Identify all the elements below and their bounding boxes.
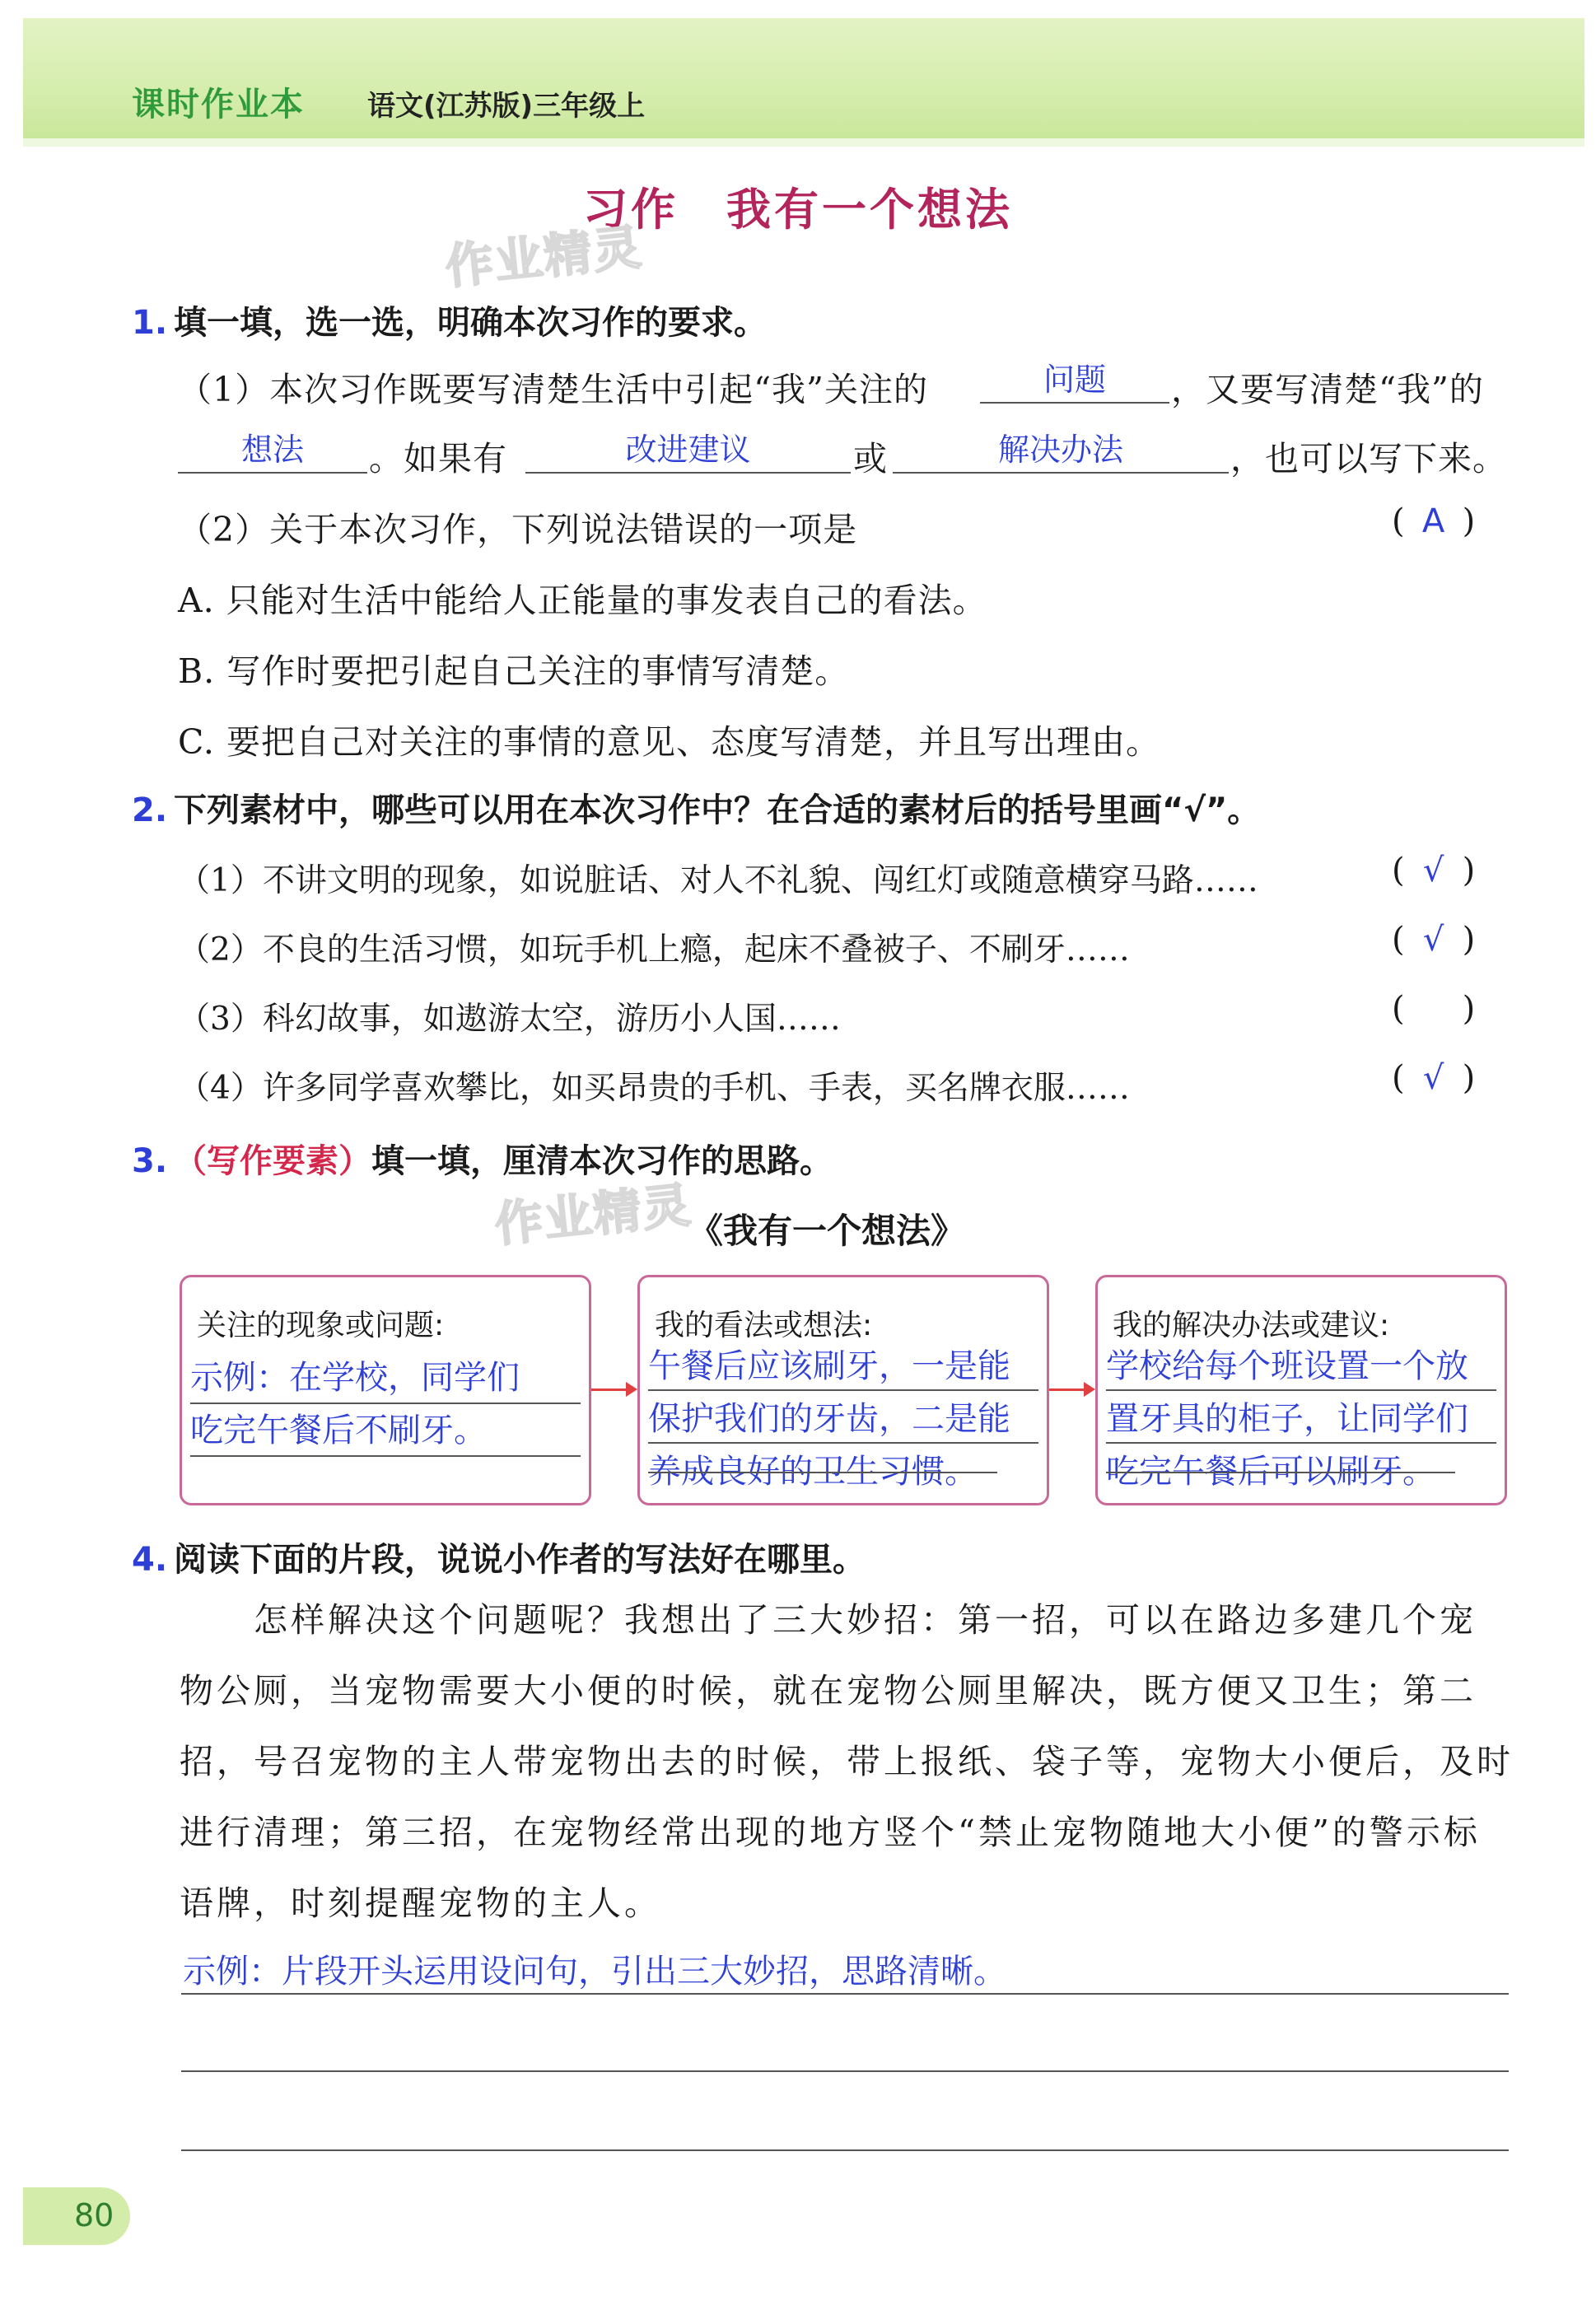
flow-box-solution bbox=[1095, 1275, 1507, 1505]
q4-passage-line: 物公厕，当宠物需要大小便的时候，就在宠物公厕里解决，既方便又卫生；第二 bbox=[180, 1671, 1477, 1711]
flow-box-problem-line-1: 示例：在学校，同学们 bbox=[190, 1359, 520, 1397]
q1-number: 1. bbox=[132, 304, 168, 342]
q1-option-c: C. 要把自己对关注的事情的意见、态度写清楚，并且写出理由。 bbox=[178, 722, 1160, 762]
flow-box-solution-line-2: 置牙具的柜子，让同学们 bbox=[1106, 1400, 1468, 1438]
answer-line bbox=[648, 1472, 997, 1473]
q2-title bbox=[132, 784, 1260, 831]
answer-line bbox=[190, 1455, 581, 1457]
q4-answer[interactable]: 示例：片段开头运用设问句，引出三大妙招，思路清晰。 bbox=[183, 1953, 1006, 1991]
flow-box-opinion-line-1: 午餐后应该刷牙，一是能 bbox=[648, 1347, 1010, 1385]
q1-p2-paren: ( A ) bbox=[1392, 502, 1476, 540]
flow-box-opinion-line-2: 保护我们的牙齿，二是能 bbox=[648, 1400, 1010, 1438]
flow-arrow-2 bbox=[1049, 1389, 1092, 1391]
q2-item-1-mark[interactable]: √ bbox=[1422, 852, 1444, 889]
q1-blank-1[interactable]: 问题 bbox=[980, 354, 1169, 404]
header-shadow bbox=[23, 138, 1584, 147]
q2-title-text: 下列素材中，哪些可以用在本次习作中？在合适的素材后的括号里画“√”。 bbox=[174, 791, 1261, 829]
q2-item-4: （4）许多同学喜欢攀比，如买昂贵的手机、手表，买名牌衣服…… bbox=[178, 1070, 1130, 1107]
q2-item-3-paren: ( ) bbox=[1392, 990, 1476, 1028]
flow-box-solution-line-3: 吃完午餐后可以刷牙。 bbox=[1106, 1453, 1435, 1491]
page-number-tab bbox=[23, 2187, 130, 2245]
q2-item-1: （1）不讲文明的现象，如说脏话、对人不礼貌、闯红灯或随意横穿马路…… bbox=[178, 862, 1258, 899]
page-title: 习作 我有一个想法 bbox=[583, 184, 1013, 236]
answer-line bbox=[648, 1389, 1038, 1391]
q1-p1-text-a: （1）本次习作既要写清楚生活中引起“我”关注的 bbox=[178, 370, 929, 409]
q2-item-2-paren: ( √ ) bbox=[1392, 921, 1476, 959]
q1-p2-text: （2）关于本次习作，下列说法错误的一项是 bbox=[178, 510, 858, 549]
q4-title bbox=[132, 1533, 866, 1580]
answer-line bbox=[1106, 1389, 1496, 1391]
q2-number: 2. bbox=[132, 791, 168, 829]
flow-box-opinion-line-3: 养成良好的卫生习惯。 bbox=[648, 1453, 978, 1491]
q1-p1-text-b: ，又要写清楚“我”的 bbox=[1171, 370, 1484, 409]
q4-title-text: 阅读下面的片段，说说小作者的写法好在哪里。 bbox=[174, 1541, 866, 1579]
brand-title: 课时作业本 bbox=[132, 86, 305, 124]
flow-box-opinion-text bbox=[648, 1340, 1010, 1498]
watermark: 作业精灵 bbox=[442, 218, 646, 296]
q2-item-2: （2）不良的生活习惯，如玩手机上瘾，起床不叠被子、不刷牙…… bbox=[178, 931, 1130, 968]
q1-p2-answer[interactable]: A bbox=[1421, 502, 1445, 540]
flow-box-solution-line-1: 学校给每个班设置一个放 bbox=[1106, 1347, 1468, 1385]
q1-blank-2[interactable]: 想法 bbox=[178, 424, 367, 474]
q3-title bbox=[132, 1135, 833, 1182]
flow-box-problem bbox=[180, 1275, 591, 1505]
flow-box-opinion bbox=[637, 1275, 1049, 1505]
answer-line bbox=[181, 1993, 1509, 1995]
flow-box-opinion-label: 我的看法或想法: bbox=[655, 1309, 873, 1342]
q1-p1-text-e: ，也可以写下来。 bbox=[1230, 439, 1507, 478]
q1-p1-text-c: 。如果有 bbox=[369, 439, 507, 478]
q4-passage-line: 进行清理；第三招，在宠物经常出现的地方竖个“禁止宠物随地大小便”的警示标 bbox=[180, 1813, 1481, 1852]
q4-passage-line: 语牌，时刻提醒宠物的主人。 bbox=[180, 1883, 661, 1923]
q3-essay-title: 《我有一个想法》 bbox=[688, 1211, 966, 1251]
subject-label: 语文(江苏版)三年级上 bbox=[367, 90, 646, 123]
answer-line bbox=[1106, 1472, 1455, 1473]
watermark-2: 作业精灵 bbox=[492, 1176, 695, 1253]
q2-item-4-mark[interactable]: √ bbox=[1422, 1059, 1444, 1097]
flow-box-problem-line-2: 吃完午餐后不刷牙。 bbox=[190, 1412, 487, 1449]
q1-option-a: A. 只能对生活中能给人正能量的事发表自己的看法。 bbox=[178, 581, 987, 620]
q2-item-3: （3）科幻故事，如遨游太空，游历小人国…… bbox=[178, 1001, 841, 1038]
q2-item-1-paren: ( √ ) bbox=[1392, 852, 1476, 889]
q1-title bbox=[132, 296, 767, 343]
q1-blank-3[interactable]: 改进建议 bbox=[525, 424, 851, 474]
q3-title-text: 填一填，厘清本次习作的思路。 bbox=[371, 1142, 833, 1180]
flow-box-problem-text bbox=[190, 1351, 520, 1457]
q1-title-text: 填一填，选一选，明确本次习作的要求。 bbox=[174, 304, 768, 342]
answer-line bbox=[181, 2070, 1509, 2072]
answer-line bbox=[648, 1442, 1038, 1444]
q1-option-b: B. 写作时要把引起自己关注的事情写清楚。 bbox=[178, 651, 850, 691]
q4-passage-line: 怎样解决这个问题呢？我想出了三大妙招：第一招，可以在路边多建几个宠 bbox=[180, 1600, 1477, 1640]
flow-box-problem-label: 关注的现象或问题: bbox=[197, 1309, 445, 1342]
q3-number: 3. bbox=[132, 1142, 168, 1180]
q2-item-4-paren: ( √ ) bbox=[1392, 1059, 1476, 1097]
answer-line bbox=[181, 2149, 1509, 2151]
answer-line bbox=[190, 1403, 581, 1404]
q4-passage bbox=[180, 1585, 1514, 1939]
q4-passage-line: 招，号召宠物的主人带宠物出去的时候，带上报纸、袋子等，宠物大小便后，及时 bbox=[180, 1742, 1514, 1781]
q4-number: 4. bbox=[132, 1541, 168, 1579]
flow-box-solution-text bbox=[1106, 1340, 1468, 1498]
q3-tag: （写作要素） bbox=[174, 1141, 372, 1180]
answer-line bbox=[1106, 1442, 1496, 1444]
q1-p1-text-d: 或 bbox=[853, 439, 888, 478]
flow-arrow-1 bbox=[591, 1389, 634, 1391]
page-number: 80 bbox=[74, 2197, 114, 2233]
q2-item-2-mark[interactable]: √ bbox=[1422, 921, 1444, 959]
flow-box-solution-label: 我的解决办法或建议: bbox=[1113, 1309, 1390, 1342]
q1-blank-4[interactable]: 解决办法 bbox=[893, 424, 1229, 474]
